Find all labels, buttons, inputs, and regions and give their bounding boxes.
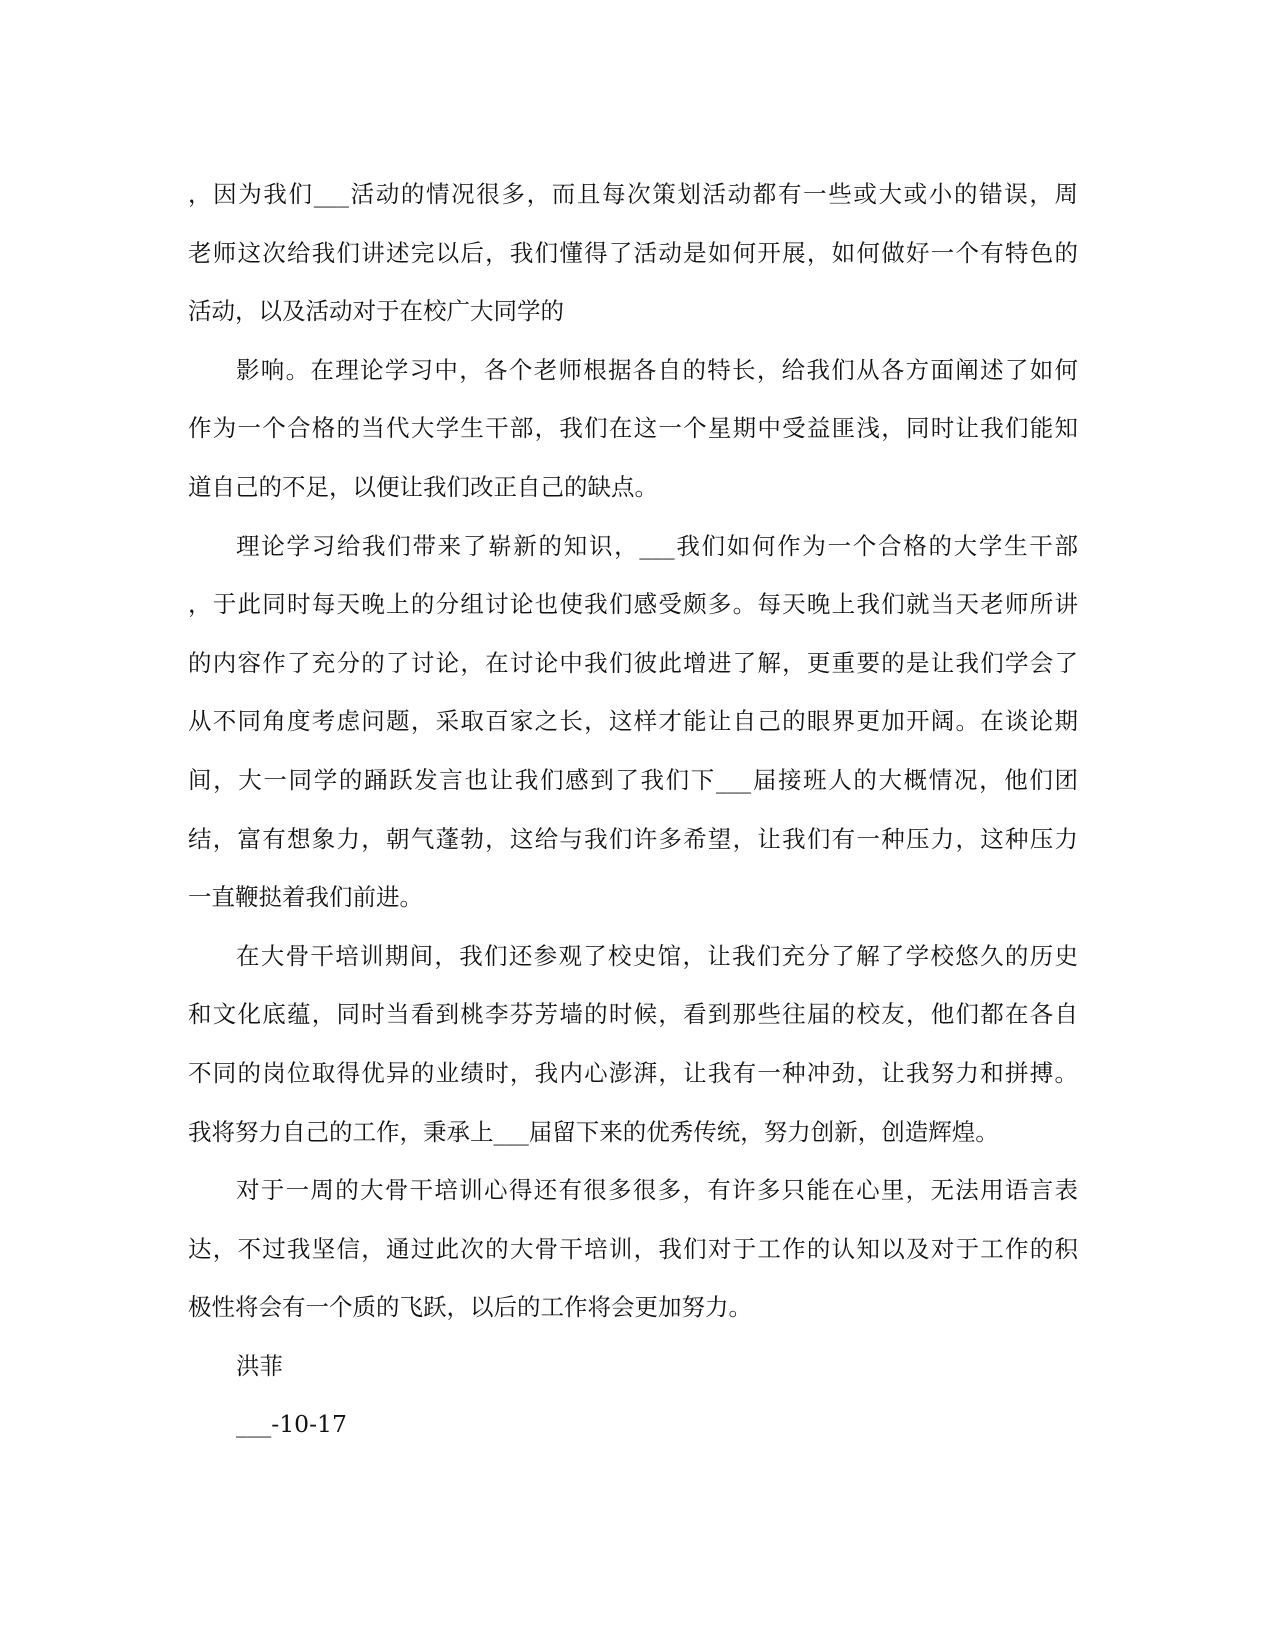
text-line: 对于一周的大骨干培训心得还有很多很多，有许多只能在心里，无法用语言表 <box>236 1176 1078 1205</box>
document-date: ___-10-17 <box>236 1410 347 1439</box>
text-line: 间，大一同学的踊跃发言也让我们感到了我们下___届接班人的大概情况，他们团 <box>188 765 1078 794</box>
text-line: 不同的岗位取得优异的业绩时，我内心澎湃，让我有一种冲劲，让我努力和拼搏。 <box>188 1058 1078 1087</box>
text-line: 和文化底蕴，同时当看到桃李芬芳墙的时候，看到那些往届的校友，他们都在各自 <box>188 1000 1078 1029</box>
text-line: 我将努力自己的工作，秉承上___届留下来的优秀传统，努力创新，创造辉煌。 <box>188 1117 999 1146</box>
text-line: 一直鞭挞着我们前进。 <box>188 883 423 912</box>
text-line: 在大骨干培训期间，我们还参观了校史馆，让我们充分了解了学校悠久的历史 <box>236 941 1078 970</box>
text-line: 老师这次给我们讲述完以后，我们懂得了活动是如何开展，如何做好一个有特色的 <box>188 238 1078 267</box>
text-line: ，因为我们___活动的情况很多，而且每次策划活动都有一些或大或小的错误，周 <box>188 180 1078 208</box>
text-line: 达，不过我坚信，通过此次的大骨干培训，我们对于工作的认知以及对于工作的积 <box>188 1234 1078 1263</box>
text-line: 的内容作了充分的了讨论，在讨论中我们彼此增进了解，更重要的是让我们学会了 <box>188 648 1078 677</box>
author-signature: 洪菲 <box>236 1351 283 1380</box>
text-line: 理论学习给我们带来了崭新的知识，___我们如何作为一个合格的大学生干部 <box>236 531 1078 560</box>
text-line: 影响。在理论学习中，各个老师根据各自的特长，给我们从各方面阐述了如何 <box>236 355 1078 384</box>
text-line: 极性将会有一个质的飞跃，以后的工作将会更加努力。 <box>188 1293 752 1322</box>
text-line: 结，富有想象力，朝气蓬勃，这给与我们许多希望，让我们有一种压力，这种压力 <box>188 824 1078 853</box>
text-line: 从不同角度考虑问题，采取百家之长，这样才能让自己的眼界更加开阔。在谈论期 <box>188 707 1078 736</box>
text-line: 道自己的不足，以便让我们改正自己的缺点。 <box>188 472 658 501</box>
text-line: 活动，以及活动对于在校广大同学的 <box>188 297 564 326</box>
text-line: ，于此同时每天晚上的分组讨论也使我们感受颇多。每天晚上我们就当天老师所讲 <box>188 590 1078 619</box>
document-body <box>188 165 1078 1454</box>
text-line: 作为一个合格的当代大学生干部，我们在这一个星期中受益匪浅，同时让我们能知 <box>188 414 1078 443</box>
